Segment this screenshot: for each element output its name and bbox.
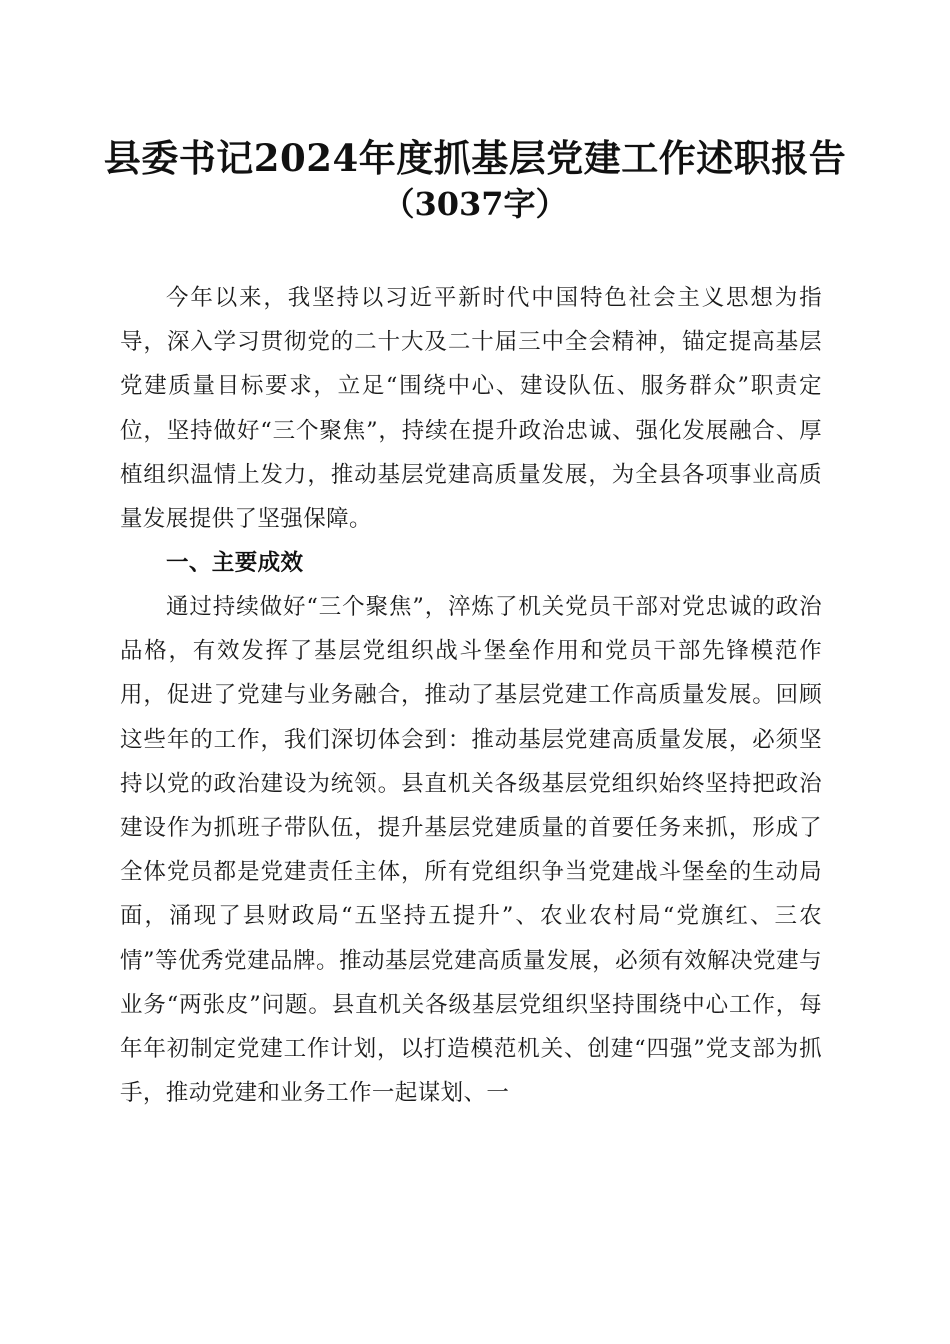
- section-heading-main-results: 一、主要成效: [166, 550, 304, 576]
- document-subtitle-word-count: （3037字）: [382, 185, 568, 223]
- section-paragraph-main-results: 通过持续做好“三个聚焦”，淬炼了机关党员干部对党忠诚的政治品格，有效发挥了基层党组织战斗堡垒作用和党员干部先锋模范作用，促进了党建与业务融合，推动了基层党建工作高质量发展。回顾这些年的工作，我们深切体会到：推动基层党建高质量发展，必须坚持以党的政治建设为统领。县直机关各级基层党组织始终坚持把政治建设作为抓班子带队伍，提升基层党建质量的首要任务来抓，形成了全体党员都是党建责任主体，所有党组织争当党建战斗堡垒的生动局面，涌现了县财政局“五坚持五提升”、农业农村局“党旗红、三农情”等优秀党建品牌。推动基层党建高质量发展，必须有效解决党建与业务“两张皮”问题。县直机关各级基层党组织坚持围绕中心工作，每年年初制定党建工作计划，以打造模范机关、创建“四强”党支部为抓手，推动党建和业务工作一起谋划、一: [120, 594, 822, 1107]
- document-title: 县委书记2024年度抓基层党建工作述职报告: [103, 136, 847, 180]
- intro-paragraph: 今年以来，我坚持以习近平新时代中国特色社会主义思想为指导，深入学习贯彻党的二十大及二十届三中全会精神，锚定提高基层党建质量目标要求，立足“围绕中心、建设队伍、服务群众”职责定位，坚持做好“三个聚焦”，持续在提升政治忠诚、强化发展融合、厚植组织温情上发力，推动基层党建高质量发展，为全县各项事业高质量发展提供了坚强保障。: [120, 285, 822, 533]
